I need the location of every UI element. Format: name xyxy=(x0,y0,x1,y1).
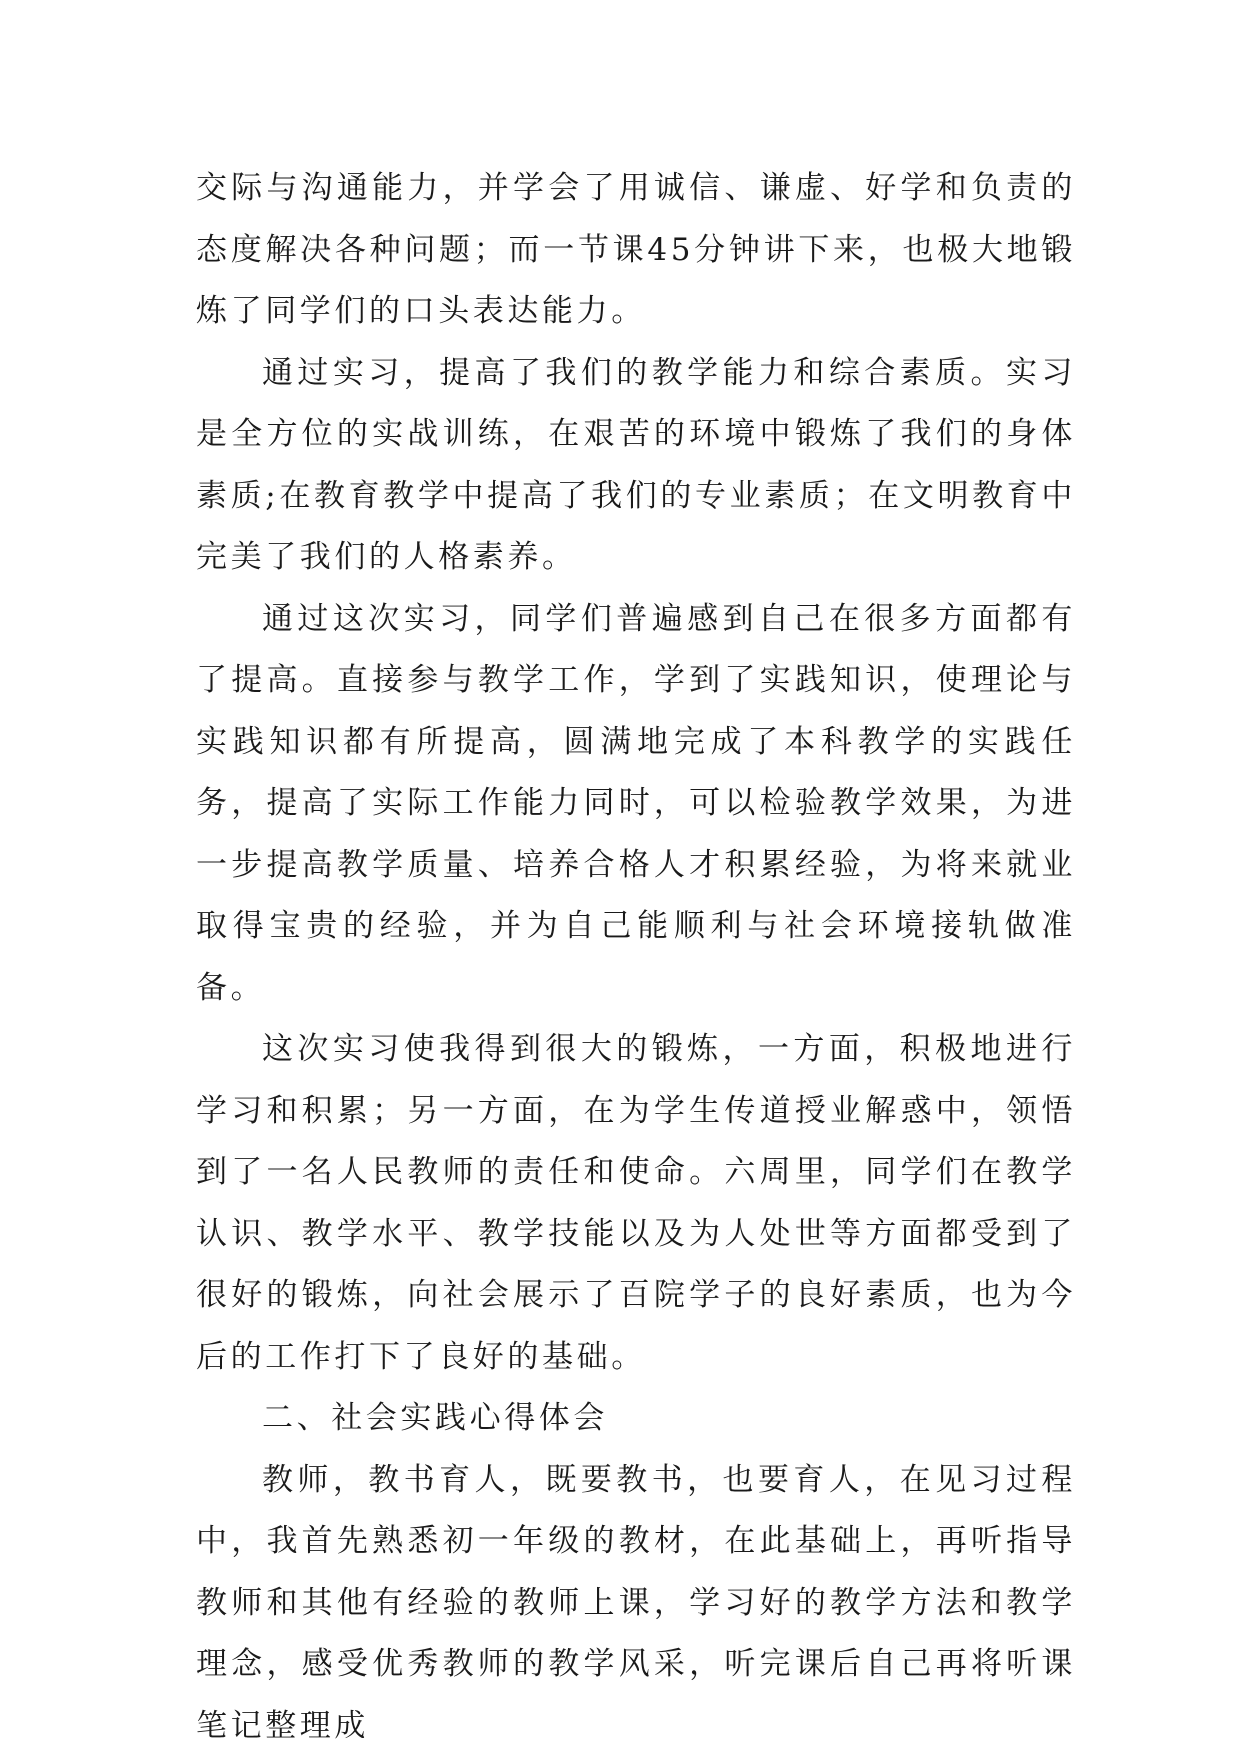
paragraph-teacher: 教师，教书育人，既要教书，也要育人，在见习过程中，我首先熟悉初一年级的教材，在此基础上，再听指导教师和其他有经验的教师上课，学习好的教学方法和教学理念，感受优秀教师的教学风采，听完课后自己再将听课笔记整理成 xyxy=(196,1450,1076,1757)
section-heading: 二、社会实践心得体会 xyxy=(196,1388,1076,1450)
paragraph-teaching-ability: 通过实习，提高了我们的教学能力和综合素质。实习是全方位的实战训练，在艰苦的环境中锻炼了我们的身体素质;在教育教学中提高了我们的专业素质；在文明教育中完美了我们的人格素养。 xyxy=(196,343,1076,589)
paragraph-improvement: 通过这次实习，同学们普遍感到自己在很多方面都有了提高。直接参与教学工作，学到了实践知识，使理论与实践知识都有所提高，圆满地完成了本科教学的实践任务，提高了实际工作能力同时，可以检验教学效果，为进一步提高教学质量、培养合格人才积累经验，为将来就业取得宝贵的经验，并为自己能顺利与社会环境接轨做准备。 xyxy=(196,589,1076,1020)
paragraph-continuation: 交际与沟通能力，并学会了用诚信、谦虚、好学和负责的态度解决各种问题；而一节课45分钟讲下来，也极大地锻炼了同学们的口头表达能力。 xyxy=(196,158,1076,343)
document-body xyxy=(196,158,1076,1757)
paragraph-training: 这次实习使我得到很大的锻炼，一方面，积极地进行学习和积累；另一方面，在为学生传道授业解惑中，领悟到了一名人民教师的责任和使命。六周里，同学们在教学认识、教学水平、教学技能以及为人处世等方面都受到了很好的锻炼，向社会展示了百院学子的良好素质，也为今后的工作打下了良好的基础。 xyxy=(196,1019,1076,1388)
